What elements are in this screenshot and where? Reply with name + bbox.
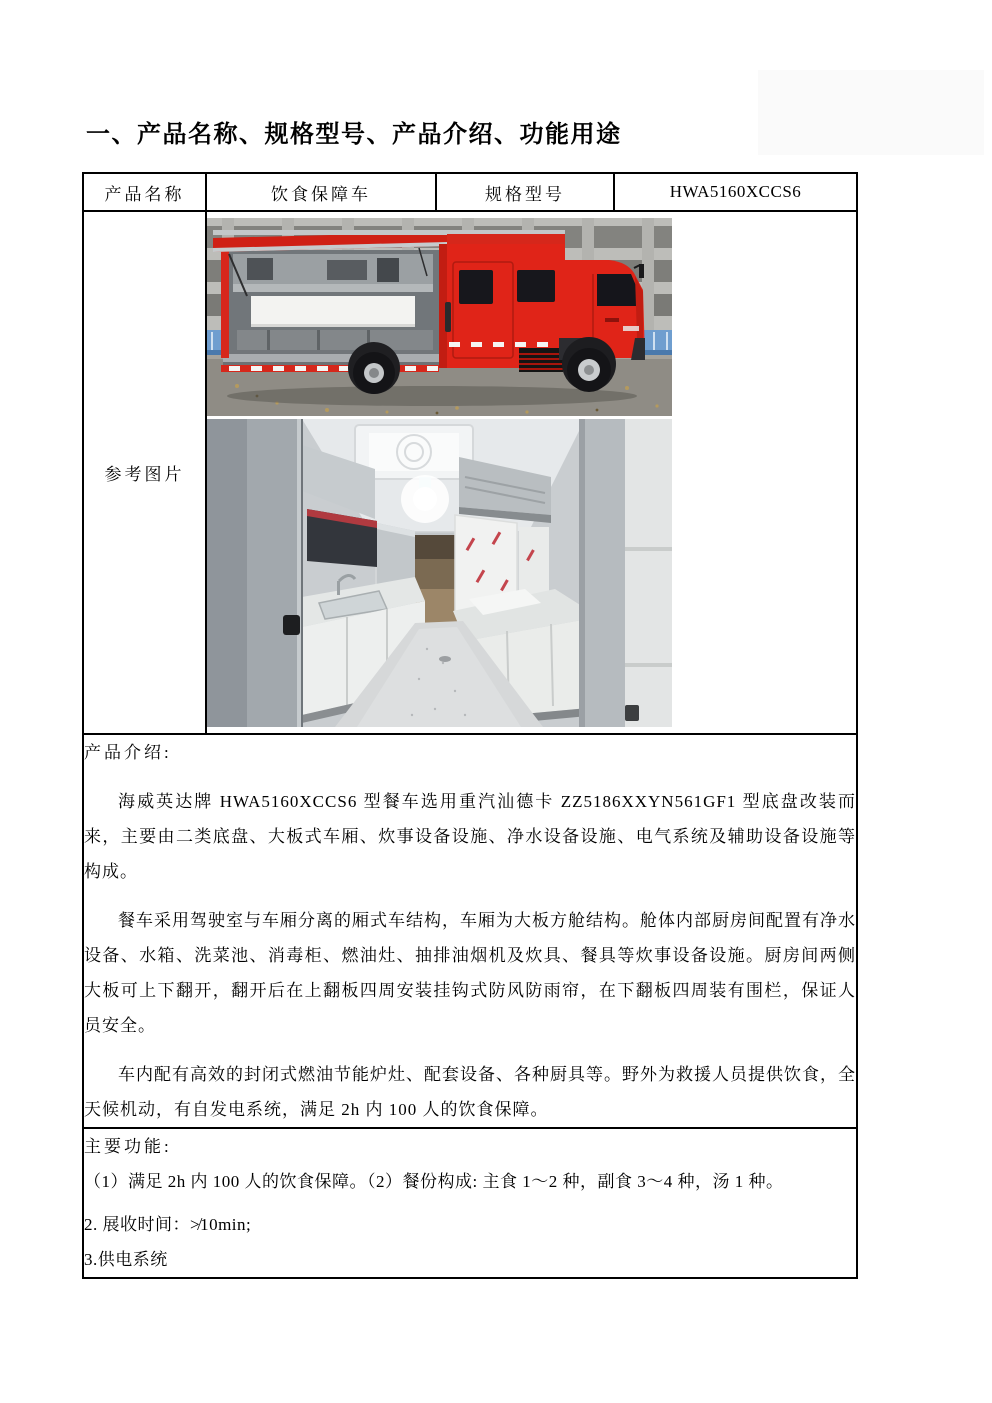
truck-photo [207,218,672,416]
product-name-value: 饮食保障车 [206,173,436,211]
intro-row [83,734,857,1128]
ceiling-light [401,475,449,523]
page-title: 一、产品名称、规格型号、产品介绍、功能用途 [86,122,622,148]
functions-heading: 主要功能: [84,1137,172,1156]
interior-photo [207,419,672,727]
function-line-2: 2. 展收时间：≯10min; [84,1215,252,1234]
model-label: 规格型号 [436,173,614,211]
product-spec-table [82,172,858,1279]
reference-images-row [83,211,857,734]
intro-paragraph-2: 餐车采用驾驶室与车厢分离的厢式车结构，车厢为大板方舱结构。舱体内部厨房间配置有净水设备、水箱、洗菜池、消毒柜、燃油灶、抽排油烟机及炊具、餐具等炊事设备设施。厨房间两侧大板可上下翻开，翻开后在上翻板四周安装挂钩式防风防雨帘，在下翻板四周装有围栏，保证人员安全。 [84,911,856,1035]
intro-paragraph-1: 海威英达牌 HWA5160XCCS6 型餐车选用重汽汕德卡 ZZ5186XXYN561GF1 型底盘改装而来，主要由二类底盘、大板式车厢、炊事设备设施、净水设备设施、电气系统及辅助设备设施等构成。 [84,792,856,881]
rear-wheel [348,342,400,394]
intro-paragraph-3: 车内配有高效的封闭式燃油节能炉灶、配套设备、各种厨具等。野外为救援人员提供饮食，全天候机动，有自发电系统，满足 2h 内 100 人的饮食保障。 [84,1065,856,1119]
intro-cell [83,734,857,1128]
right-foreground-panel [579,419,672,727]
left-foreground-door [207,419,303,727]
door-latch [283,615,300,635]
vent-grille [519,348,563,372]
photos-cell [206,211,857,734]
functions-row [83,1128,857,1278]
reference-images-label: 参考图片 [83,211,206,734]
function-line-3: 3.供电系统 [84,1250,168,1269]
faint-corner-box [758,70,984,155]
table-header-row [83,173,857,211]
product-name-label: 产品名称 [83,173,206,211]
model-value: HWA5160XCCS6 [614,173,857,211]
function-line-1: （1）满足 2h 内 100 人的饮食保障。（2）餐份构成: 主食 1～2 种，副食 3～4 种，汤 1 种。 [84,1172,784,1191]
intro-heading: 产品介绍: [84,743,172,762]
open-kitchen-bay [227,250,439,354]
functions-cell [83,1128,857,1278]
truck-shadow [227,386,637,406]
